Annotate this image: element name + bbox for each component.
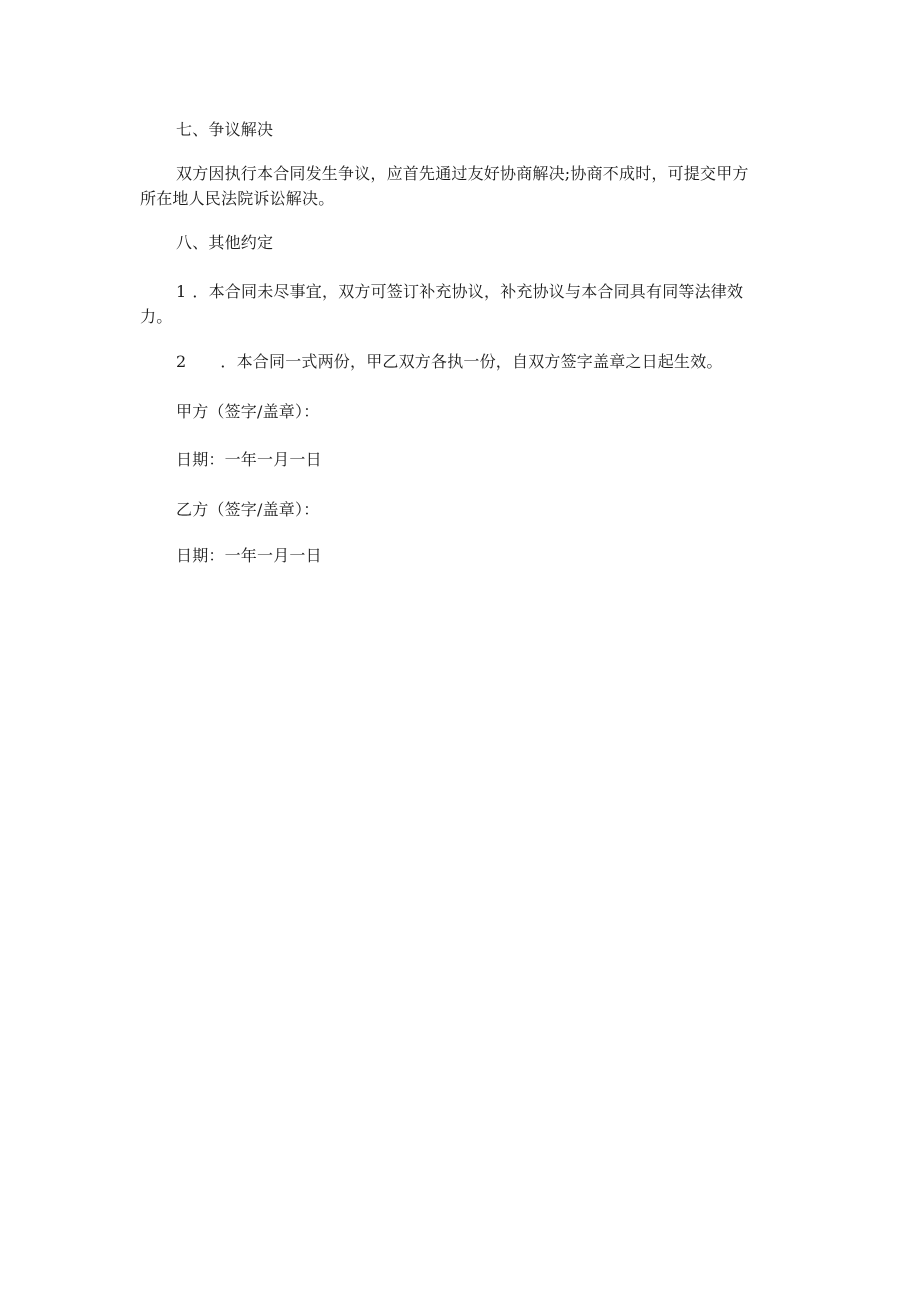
section-7-body-line-1: 双方因执行本合同发生争议，应首先通过友好协商解决;协商不成时，可提交甲方 <box>176 164 749 183</box>
item-1-line-2: 力。 <box>140 307 173 326</box>
party-a-signature-label: 甲方（签字/盖章）： <box>176 402 320 421</box>
item-1-text: ．本合同未尽事宜，双方可签订补充协议，补充协议与本合同具有同等法律效 <box>192 282 744 301</box>
section-8-heading: 八、其他约定 <box>176 233 274 252</box>
party-b-date: 日期：一年一月一日 <box>176 546 322 565</box>
party-a-date: 日期：一年一月一日 <box>176 450 322 469</box>
section-7-heading: 七、争议解决 <box>176 120 274 139</box>
party-b-signature-label: 乙方（签字/盖章）： <box>176 500 320 519</box>
item-2-number: 2 <box>176 352 187 371</box>
item-1-number: 1 <box>176 282 187 301</box>
item-2-line <box>176 352 723 372</box>
item-1-line-1 <box>176 282 743 302</box>
item-2-text: ．本合同一式两份，甲乙双方各执一份，自双方签字盖章之日起生效。 <box>220 352 723 371</box>
section-7-body-line-2: 所在地人民法院诉讼解决。 <box>140 189 335 208</box>
